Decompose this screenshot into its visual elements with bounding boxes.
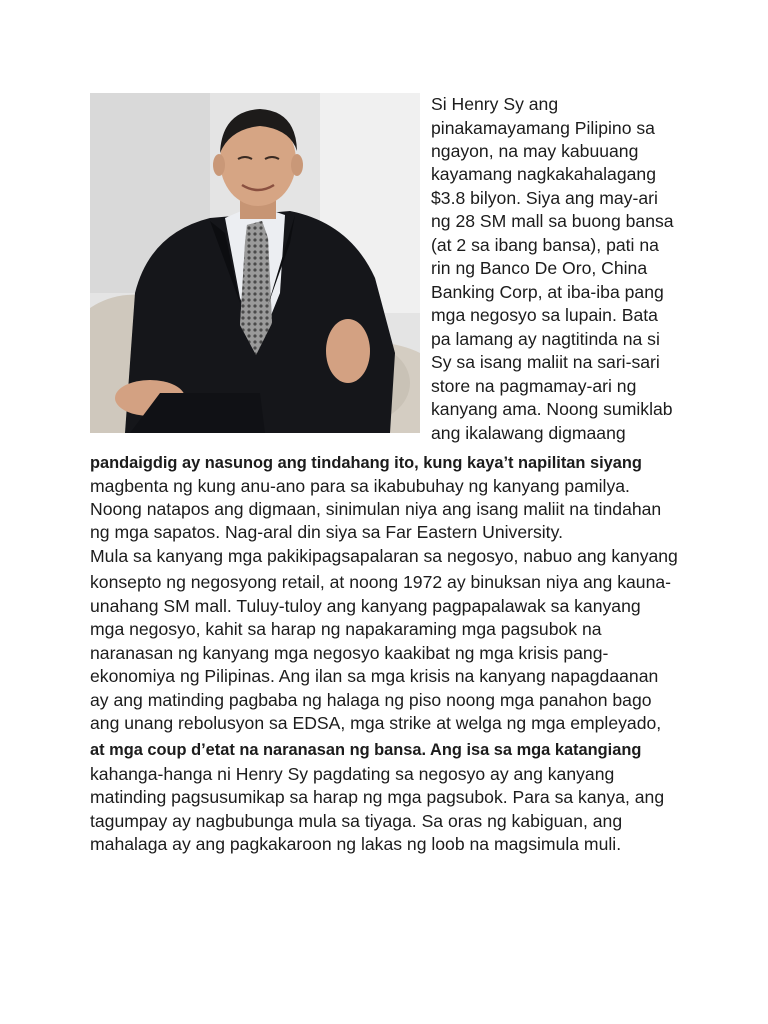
text-line: matinding pagsusumikap sa harap ng mga pagsubok. Para sa kanya, ang <box>90 787 665 807</box>
text-line: mahalaga ay ang pagkakaroon ng lakas ng loob na magsimula muli. <box>90 834 622 854</box>
text-line: mga negosyo, kahit sa harap ng napakaraming mga pagsubok na <box>90 619 602 639</box>
text-line: unahang SM mall. Tuluy-tuloy ang kanyang pagpapalawak sa kanyang <box>90 596 641 616</box>
text-line: ngayon, na may kabuuang <box>431 141 639 161</box>
text-line: $3.8 bilyon. Siya ang may-ari <box>431 188 658 208</box>
text-line: Si Henry Sy ang <box>431 94 559 114</box>
portrait-illustration <box>90 93 420 433</box>
text-line: Mula sa kanyang mga pakikipagsapalaran sa negosyo, nabuo ang kanyang <box>90 546 678 566</box>
text-line: kayamang nagkakahalagang <box>431 164 656 184</box>
text-line: pandaigdig ay nasunog ang tindahang ito, kung kaya’t napilitan siyang <box>90 454 642 472</box>
text-line: ay ang matinding pagbaba ng halaga ng piso noong mga panahon bago <box>90 690 652 710</box>
portrait-photo <box>90 93 420 433</box>
text-line: ekonomiya ng Pilipinas. Ang ilan sa mga krisis na kanyang napagdaanan <box>90 666 659 686</box>
text-line: ang ikalawang digmaang <box>431 423 626 443</box>
text-line: store na pagmamay-ari ng <box>431 376 637 396</box>
text-line: rin ng Banco De Oro, China <box>431 258 648 278</box>
text-line: naranasan ng kanyang mga negosyo kaakibat ng mga krisis pang- <box>90 643 609 663</box>
text-line: mga negosyo sa lupain. Bata <box>431 305 658 325</box>
text-line: ng 28 SM mall sa buong bansa <box>431 211 674 231</box>
text-line: kahanga-hanga ni Henry Sy pagdating sa negosyo ay ang kanyang <box>90 764 615 784</box>
text-line: pa lamang ay nagtitinda na si <box>431 329 660 349</box>
text-line: kanyang ama. Noong sumiklab <box>431 399 673 419</box>
text-line: Sy sa isang maliit na sari-sari <box>431 352 660 372</box>
text-line: (at 2 sa ibang bansa), pati na <box>431 235 659 255</box>
text-line: at mga coup d’etat na naranasan ng bansa. Ang isa sa mga katangiang <box>90 741 642 759</box>
text-line: magbenta ng kung anu-ano para sa ikabubuhay ng kanyang pamilya. <box>90 476 630 496</box>
text-line: ang unang rebolusyon sa EDSA, mga strike at welga ng mga empleyado, <box>90 713 662 733</box>
text-line: konsepto ng negosyong retail, at noong 1972 ay binuksan niya ang kauna- <box>90 572 672 592</box>
text-line: ng mga sapatos. Nag-aral din siya sa Far Eastern University. <box>90 522 563 542</box>
text-line: Noong natapos ang digmaan, sinimulan niya ang isang maliit na tindahan <box>90 499 662 519</box>
text-line: Banking Corp, at iba-iba pang <box>431 282 664 302</box>
text-line: tagumpay ay nagbubunga mula sa tiyaga. Sa oras ng kabiguan, ang <box>90 811 623 831</box>
text-line: pinakamayamang Pilipino sa <box>431 118 655 138</box>
